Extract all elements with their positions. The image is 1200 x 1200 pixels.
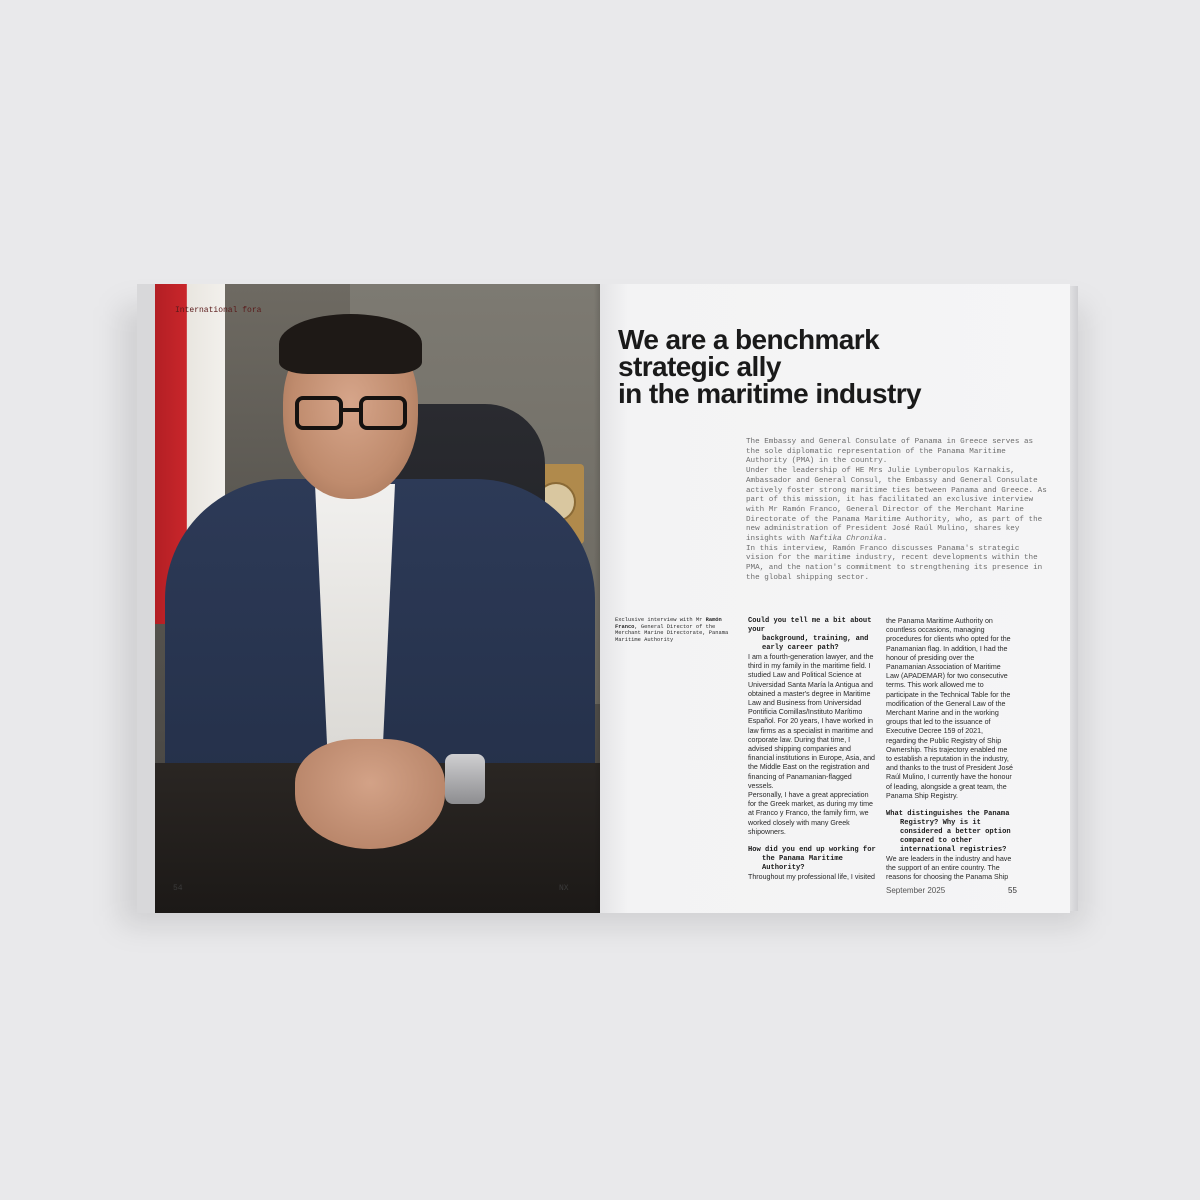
- page-number-right: 55: [1008, 886, 1017, 895]
- interviewee-name: Ramón Franco: [615, 617, 722, 630]
- right-page: [600, 284, 1070, 913]
- photo-caption: Exclusive interview with Mr Ramón Franco, General Director of the Merchant Marine Directorate, Panama Maritime Authority: [615, 617, 729, 643]
- interviewee-portrait: [155, 284, 600, 913]
- white-shirt: [315, 484, 395, 744]
- headline-line-3: in the maritime industry: [618, 378, 921, 409]
- portrait-photo: [155, 284, 600, 913]
- answer-1-paragraph-1: I am a fourth-generation lawyer, and the third in my family in the maritime field. I studied Law and Political Science at Universidad Santa María la Antigua and obtained a master's degree in Maritime Law and Business from Universidad Pontificia Comillas/Instituto Marítimo Español. For 20 years, I have worked in law firms as a specialist in maritime and corporate law. During that time, I advised shipping companies and financial institutions in Europe, Asia, and the Middle East on the registration and financing of Panamanian-flagged vessels.: [748, 653, 875, 790]
- hair: [279, 314, 422, 374]
- question-1: Could you tell me a bit about your background, training, and early career path?: [748, 617, 872, 652]
- intro-text: [746, 438, 1048, 584]
- intro-paragraph-2: Under the leadership of HE Mrs Julie Lymberopulos Karnakis, Ambassador and General Consul, the Embassy and General Consulate actively foster strong maritime ties between Panama and Greece. As part of this mission, it has facilitated an exclusive interview with Mr Ramón Franco, General Director of the Merchant Marine Directorate of the Panama Maritime Authority, who, as part of the new administration of President José Raúl Mulino, shares key insights with Naftika Chronika.: [746, 467, 1047, 544]
- answer-2-start: Throughout my professional life, I visited: [748, 873, 875, 882]
- publication-name: Naftika Chronika: [809, 535, 883, 544]
- page-number-left: 54: [173, 884, 183, 893]
- question-2: How did you end up working for the Panama Maritime Authority?: [748, 846, 876, 873]
- headline: [618, 326, 1058, 407]
- answer-3-start: We are leaders in the industry and have the support of an entire country. The reasons for choosing the Panama Ship: [886, 855, 1012, 882]
- answer-2-continued: the Panama Maritime Authority on countless occasions, managing procedures for clients who opted for the Panamanian flag. In addition, I had the honour of presiding over the Panamanian Association of Maritime Law (APADEMAR) for two consecutive terms. This work allowed me to participate in the Technical Table for the modification of the General Law of the Merchant Marine and in the working groups that led to the issuance of Executive Decree 159 of 2021, regarding the Public Registry of Ship Ownership. This trajectory enabled me to establish a reputation in the industry, and thanks to the trust of President José Raúl Mulino, I currently have the honour of leading, alongside a great team, the Panama Ship Registry.: [886, 617, 1013, 800]
- page-edge: [1070, 286, 1078, 911]
- glasses: [295, 396, 407, 432]
- article-column-2: [886, 617, 1014, 883]
- question-3: What distinguishes the Panama Registry? Why is it considered a better option compared to other international registries?: [886, 810, 1011, 855]
- intro-paragraph-1: The Embassy and General Consulate of Panama in Greece serves as the sole diplomatic representation of the Panama Maritime Authority (PMA) in the country.: [746, 438, 1034, 466]
- magazine-mark: NX: [559, 884, 569, 893]
- answer-1-paragraph-2: Personally, I have a great appreciation for the Greek market, as during my time at Franco y Franco, the family firm, we worked closely with many Greek shipowners.: [748, 791, 873, 836]
- folded-hands: [295, 739, 445, 849]
- issue-date: September 2025: [886, 886, 946, 895]
- wristwatch: [445, 754, 485, 804]
- section-label: International fora: [175, 306, 262, 315]
- headline-line-1: We are a benchmark: [618, 324, 880, 355]
- article-column-1: [748, 617, 876, 882]
- headline-line-2: strategic ally: [618, 351, 781, 382]
- left-page: [137, 284, 600, 913]
- intro-paragraph-3: In this interview, Ramón Franco discusses Panama's strategic vision for the maritime industry, recent developments within the PMA, and the nation's commitment to strengthening its presence in the global shipping sector.: [746, 544, 1043, 582]
